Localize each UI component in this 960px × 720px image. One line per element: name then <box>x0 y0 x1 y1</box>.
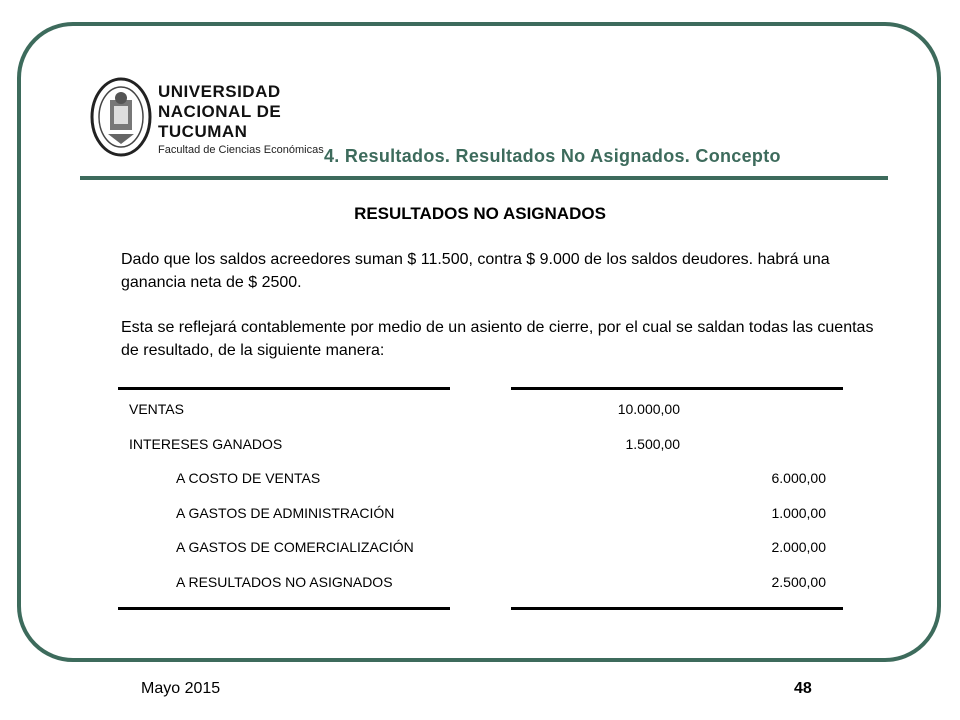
university-logo <box>90 76 330 158</box>
debit-amount: 10.000,00 <box>617 401 680 417</box>
account-name: A RESULTADOS NO ASIGNADOS <box>176 573 393 590</box>
logo-text <box>158 82 324 156</box>
journal-row <box>0 470 960 490</box>
credit-amount: 1.000,00 <box>771 504 826 521</box>
logo-line-2: NACIONAL DE <box>158 102 282 121</box>
paragraph-1: Dado que los saldos acreedores suman $ 11.500, contra $ 9.000 de los saldos deudores. habrá una ganancia neta de $ 2500. <box>121 251 830 291</box>
footer-date: Mayo 2015 <box>141 680 221 697</box>
credit-amount: 2.500,00 <box>771 573 826 590</box>
account-name: A COSTO DE VENTAS <box>176 470 321 486</box>
journal-top-rule-left <box>118 387 450 390</box>
account-name: A GASTOS DE ADMINISTRACIÓN <box>176 504 395 521</box>
journal-bottom-rule-right <box>511 607 843 610</box>
account-name: INTERESES GANADOS <box>129 435 283 452</box>
university-seal-icon <box>90 76 152 158</box>
journal-row <box>0 401 960 421</box>
logo-line-1: UNIVERSIDAD <box>158 82 281 101</box>
account-name: A GASTOS DE COMERCIALIZACIÓN <box>176 539 414 555</box>
paragraph-2: Esta se reflejará contablemente por medio de un asiento de cierre, por el cual se saldan todas las cuentas de resultado, de la siguiente manera: <box>121 319 874 359</box>
credit-amount: 2.000,00 <box>771 539 826 555</box>
slide-title: 4. Resultados. Resultados No Asignados. Concepto <box>324 146 781 166</box>
journal-row <box>0 574 960 594</box>
journal-row <box>0 539 960 559</box>
credit-amount: 6.000,00 <box>771 470 826 486</box>
logo-subtitle: Facultad de Ciencias Económicas <box>158 144 324 156</box>
journal-row <box>0 436 960 456</box>
journal-row <box>0 505 960 525</box>
header-divider <box>80 176 888 180</box>
journal-bottom-rule-left <box>118 607 450 610</box>
logo-line-3: TUCUMAN <box>158 122 248 141</box>
journal-top-rule-right <box>511 387 843 390</box>
debit-amount: 1.500,00 <box>625 435 680 452</box>
page-number: 48 <box>794 680 812 697</box>
account-name: VENTAS <box>129 401 184 417</box>
section-title: RESULTADOS NO ASIGNADOS <box>354 204 606 223</box>
